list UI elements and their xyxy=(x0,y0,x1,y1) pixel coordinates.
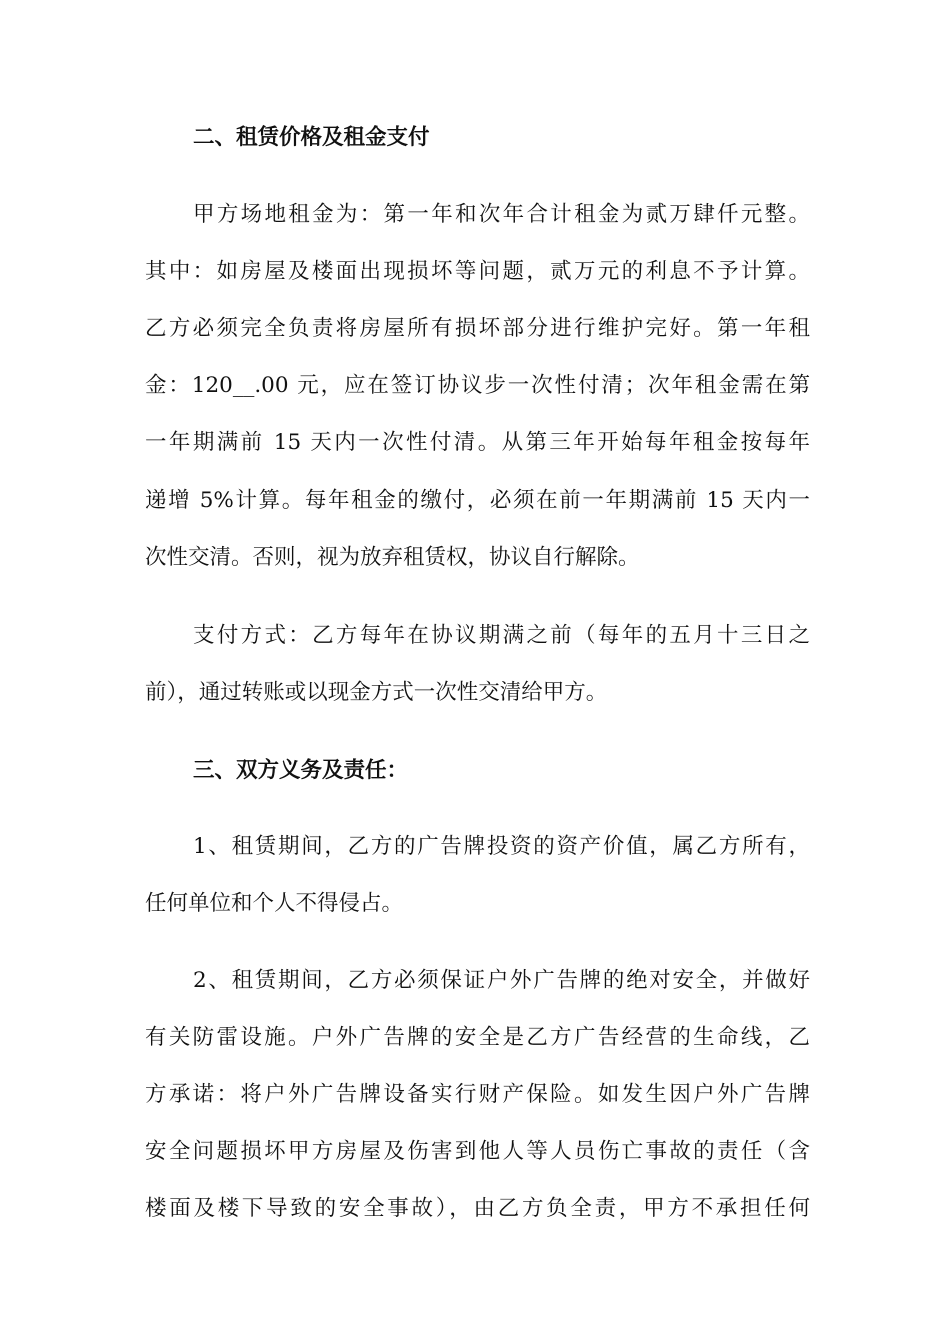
section-3-heading: 三、双方义务及责任： xyxy=(193,758,409,783)
paragraph-line: 次性交清。否则，视为放弃租赁权，协议自行解除。 xyxy=(145,545,640,570)
paragraph-line: 任何单位和个人不得侵占。 xyxy=(145,891,404,916)
paragraph-line: 前），通过转账或以现金方式一次性交清给甲方。 xyxy=(145,680,608,705)
paragraph-line: 金：120__.00 元，应在签订协议步一次性付清；次年租金需在第 xyxy=(145,373,810,398)
paragraph-line: 有关防雷设施。户外广告牌的安全是乙方广告经营的生命线，乙 xyxy=(145,1025,810,1050)
paragraph-line: 安全问题损坏甲方房屋及伤害到他人等人员伤亡事故的责任（含 xyxy=(145,1139,810,1164)
paragraph-line: 楼面及楼下导致的安全事故），由乙方负全责，甲方不承担任何 xyxy=(145,1196,810,1221)
paragraph-line: 乙方必须完全负责将房屋所有损坏部分进行维护完好。第一年租 xyxy=(145,316,810,341)
paragraph-line: 支付方式：乙方每年在协议期满之前（每年的五月十三日之 xyxy=(193,623,810,648)
section-2-heading: 二、租赁价格及租金支付 xyxy=(193,125,430,150)
paragraph-line: 其中：如房屋及楼面出现损坏等问题，贰万元的利息不予计算。 xyxy=(145,259,810,284)
paragraph-line: 2、租赁期间，乙方必须保证户外广告牌的绝对安全，并做好 xyxy=(193,968,810,993)
paragraph-line: 递增 5%计算。每年租金的缴付，必须在前一年期满前 15 天内一 xyxy=(145,488,810,513)
paragraph-line: 1、租赁期间，乙方的广告牌投资的资产价值，属乙方所有， xyxy=(193,834,810,859)
paragraph-line: 一年期满前 15 天内一次性付清。从第三年开始每年租金按每年 xyxy=(145,430,810,455)
paragraph-line: 方承诺：将户外广告牌设备实行财产保险。如发生因户外广告牌 xyxy=(145,1082,810,1107)
paragraph-line: 甲方场地租金为：第一年和次年合计租金为贰万肆仟元整。 xyxy=(193,202,810,227)
